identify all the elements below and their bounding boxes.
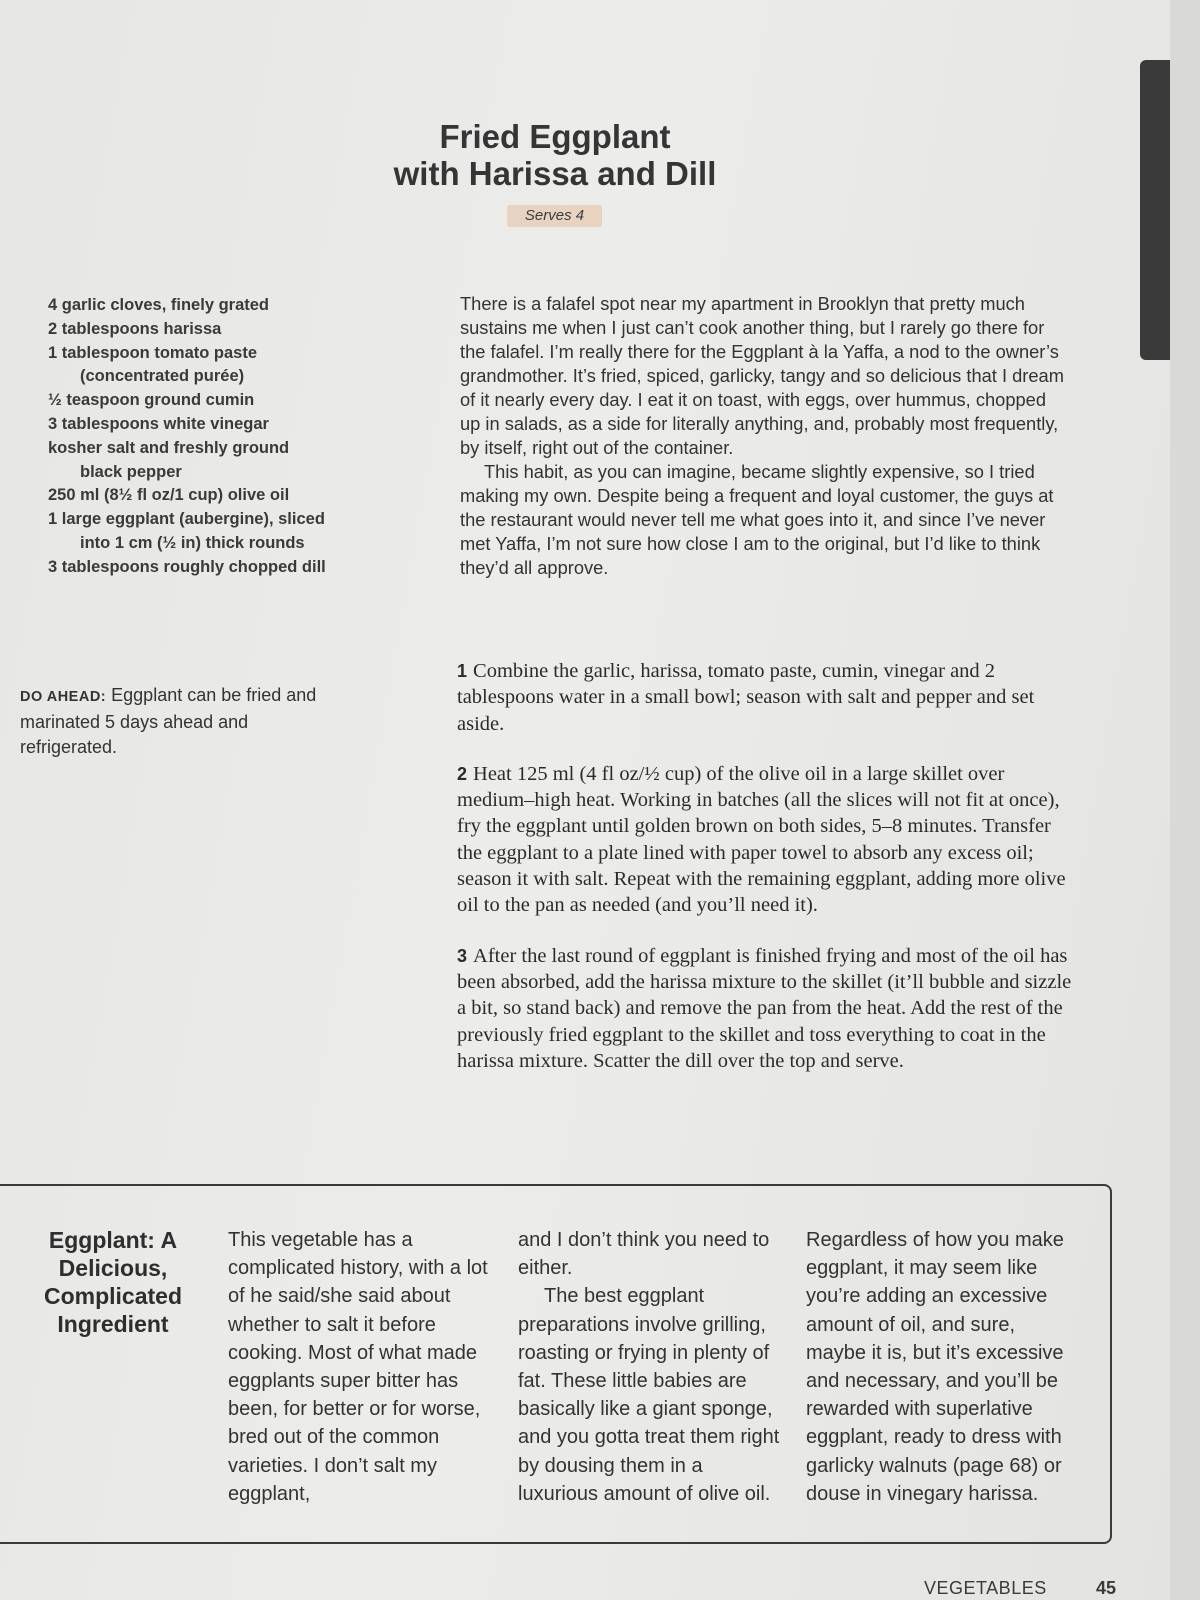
ingredient-item bbox=[28, 318, 358, 342]
ingredient-item bbox=[28, 389, 358, 413]
adjacent-page-edge bbox=[1140, 60, 1170, 360]
do-ahead-note bbox=[20, 683, 340, 760]
ingredient-text: 3 tablespoons roughly chopped dill bbox=[48, 557, 326, 576]
recipe-intro bbox=[460, 292, 1070, 580]
step-2 bbox=[457, 761, 1077, 919]
ingredient-item bbox=[28, 294, 358, 318]
do-ahead-label: DO AHEAD: bbox=[20, 689, 107, 705]
ingredient-continuation: black pepper bbox=[80, 462, 182, 481]
ingredient-text: 1 tablespoon tomato paste bbox=[48, 343, 258, 362]
ingredient-text: kosher salt and freshly ground bbox=[48, 438, 290, 457]
step-text: Combine the garlic, harissa, tomato paste, cumin, vinegar and 2 tablespoons water in a small bowl; season with salt and pepper and set aside. bbox=[457, 660, 1035, 735]
sidebar-column-2 bbox=[518, 1226, 788, 1508]
recipe-title bbox=[300, 118, 810, 192]
sidebar-paragraph: Regardless of how you make eggplant, it may seem like you’re adding an excessive amount of oil, and sure, maybe it is, but it’s excessive and necessary, and you’ll be rewarded with superlative eggplant, ready to dress with garlicky walnuts (page 68) or douse in vinegary harissa. bbox=[806, 1229, 1064, 1505]
sidebar-title: Eggplant: A Delicious, Complicated Ingredient bbox=[43, 1227, 183, 1337]
step-text: Heat 125 ml (4 fl oz/½ cup) of the olive oil in a large skillet over medium–high heat. Working in batches (all the slices will not fit at once), fry the eggplant until golden brown on both sides, 5–8 minutes. Transfer the eggplant to a plate lined with paper towel to absorb any excess oil; season it with salt. Repeat with the remaining eggplant, adding more olive oil to the pan as needed (and you’ll need it). bbox=[457, 762, 1066, 917]
ingredient-text: 1 large eggplant (aubergine), sliced bbox=[48, 510, 325, 529]
serves-badge: Serves 4 bbox=[507, 205, 602, 227]
intro-paragraph: There is a falafel spot near my apartment in Brooklyn that pretty much sustains me when I just can’t cook another thing, but I rarely go there for the falafel. I’m really there for the Eggplant à la Yaffa, a nod to the owner’s grandmother. It’s fried, spiced, garlicky, tangy and so delicious that I dream of it nearly every day. I eat it on toast, with eggs, over hummus, chopped up in salads, as a side for literally anything, and, probably most frequently, by itself, right out of the container. bbox=[460, 293, 1064, 458]
method-steps bbox=[457, 658, 1077, 1098]
ingredient-list bbox=[28, 294, 358, 580]
recipe-title-line2: with Harissa and Dill bbox=[393, 155, 717, 192]
ingredient-text: 4 garlic cloves, finely grated bbox=[48, 296, 270, 314]
ingredient-item bbox=[28, 342, 358, 390]
sidebar-column-1 bbox=[228, 1226, 498, 1508]
ingredient-item bbox=[28, 484, 358, 508]
sidebar-box bbox=[0, 1184, 1112, 1544]
sidebar-paragraph: and I don’t think you need to either. bbox=[518, 1229, 770, 1280]
do-ahead-text: Eggplant can be fried and marinated 5 days ahead and refrigerated. bbox=[20, 685, 317, 757]
step-text: After the last round of eggplant is finished frying and most of the oil has been absorbed, add the harissa mixture to the skillet (it’ll bubble and sizzle a bit, so stand back) and remove the pan from the heat. Add the rest of the previously fried eggplant to the skillet and toss everything to coat in the harissa mixture. Scatter the dill over the top and serve. bbox=[457, 944, 1072, 1072]
ingredient-text: 2 tablespoons harissa bbox=[48, 319, 222, 338]
ingredient-continuation: into 1 cm (½ in) thick rounds bbox=[80, 533, 305, 552]
ingredient-item bbox=[28, 556, 358, 580]
ingredient-item bbox=[28, 437, 358, 485]
step-number: 2 bbox=[457, 763, 468, 784]
sidebar-column-3 bbox=[806, 1226, 1076, 1508]
ingredient-continuation: (concentrated purée) bbox=[80, 367, 245, 386]
page-number: 45 bbox=[1096, 1578, 1117, 1598]
ingredient-item bbox=[28, 508, 358, 556]
sidebar-paragraph: The best eggplant preparations involve grilling, roasting or frying in plenty of fat. These little babies are basically like a giant sponge, and you gotta treat them right by dousing them in a luxurious amount of olive oil. bbox=[518, 1285, 780, 1505]
ingredient-item bbox=[28, 413, 358, 437]
ingredient-text: ½ teaspoon ground cumin bbox=[48, 391, 255, 410]
step-number: 3 bbox=[457, 945, 468, 966]
step-number: 1 bbox=[457, 661, 468, 681]
footer-section-label: VEGETABLES bbox=[924, 1578, 1047, 1598]
intro-paragraph: This habit, as you can imagine, became slightly expensive, so I tried making my own. Despite being a frequent and loyal customer, the guys at the restaurant would never tell me what goes into it, and since I’ve never met Yaffa, I’m not sure how close I am to the original, but I’d like to think they’d all approve. bbox=[460, 461, 1054, 578]
recipe-title-line1: Fried Eggplant bbox=[439, 118, 671, 155]
ingredient-text: 3 tablespoons white vinegar bbox=[48, 414, 269, 433]
ingredient-text: 250 ml (8½ fl oz/1 cup) olive oil bbox=[48, 486, 290, 505]
sidebar-paragraph: This vegetable has a complicated history, with a lot of he said/she said about whether to salt it before cooking. Most of what made eggplants super bitter has been, for better or for worse, bred out of the common varieties. I don’t salt my eggplant, bbox=[228, 1229, 488, 1505]
step-3 bbox=[457, 943, 1077, 1074]
step-1 bbox=[457, 658, 1077, 737]
